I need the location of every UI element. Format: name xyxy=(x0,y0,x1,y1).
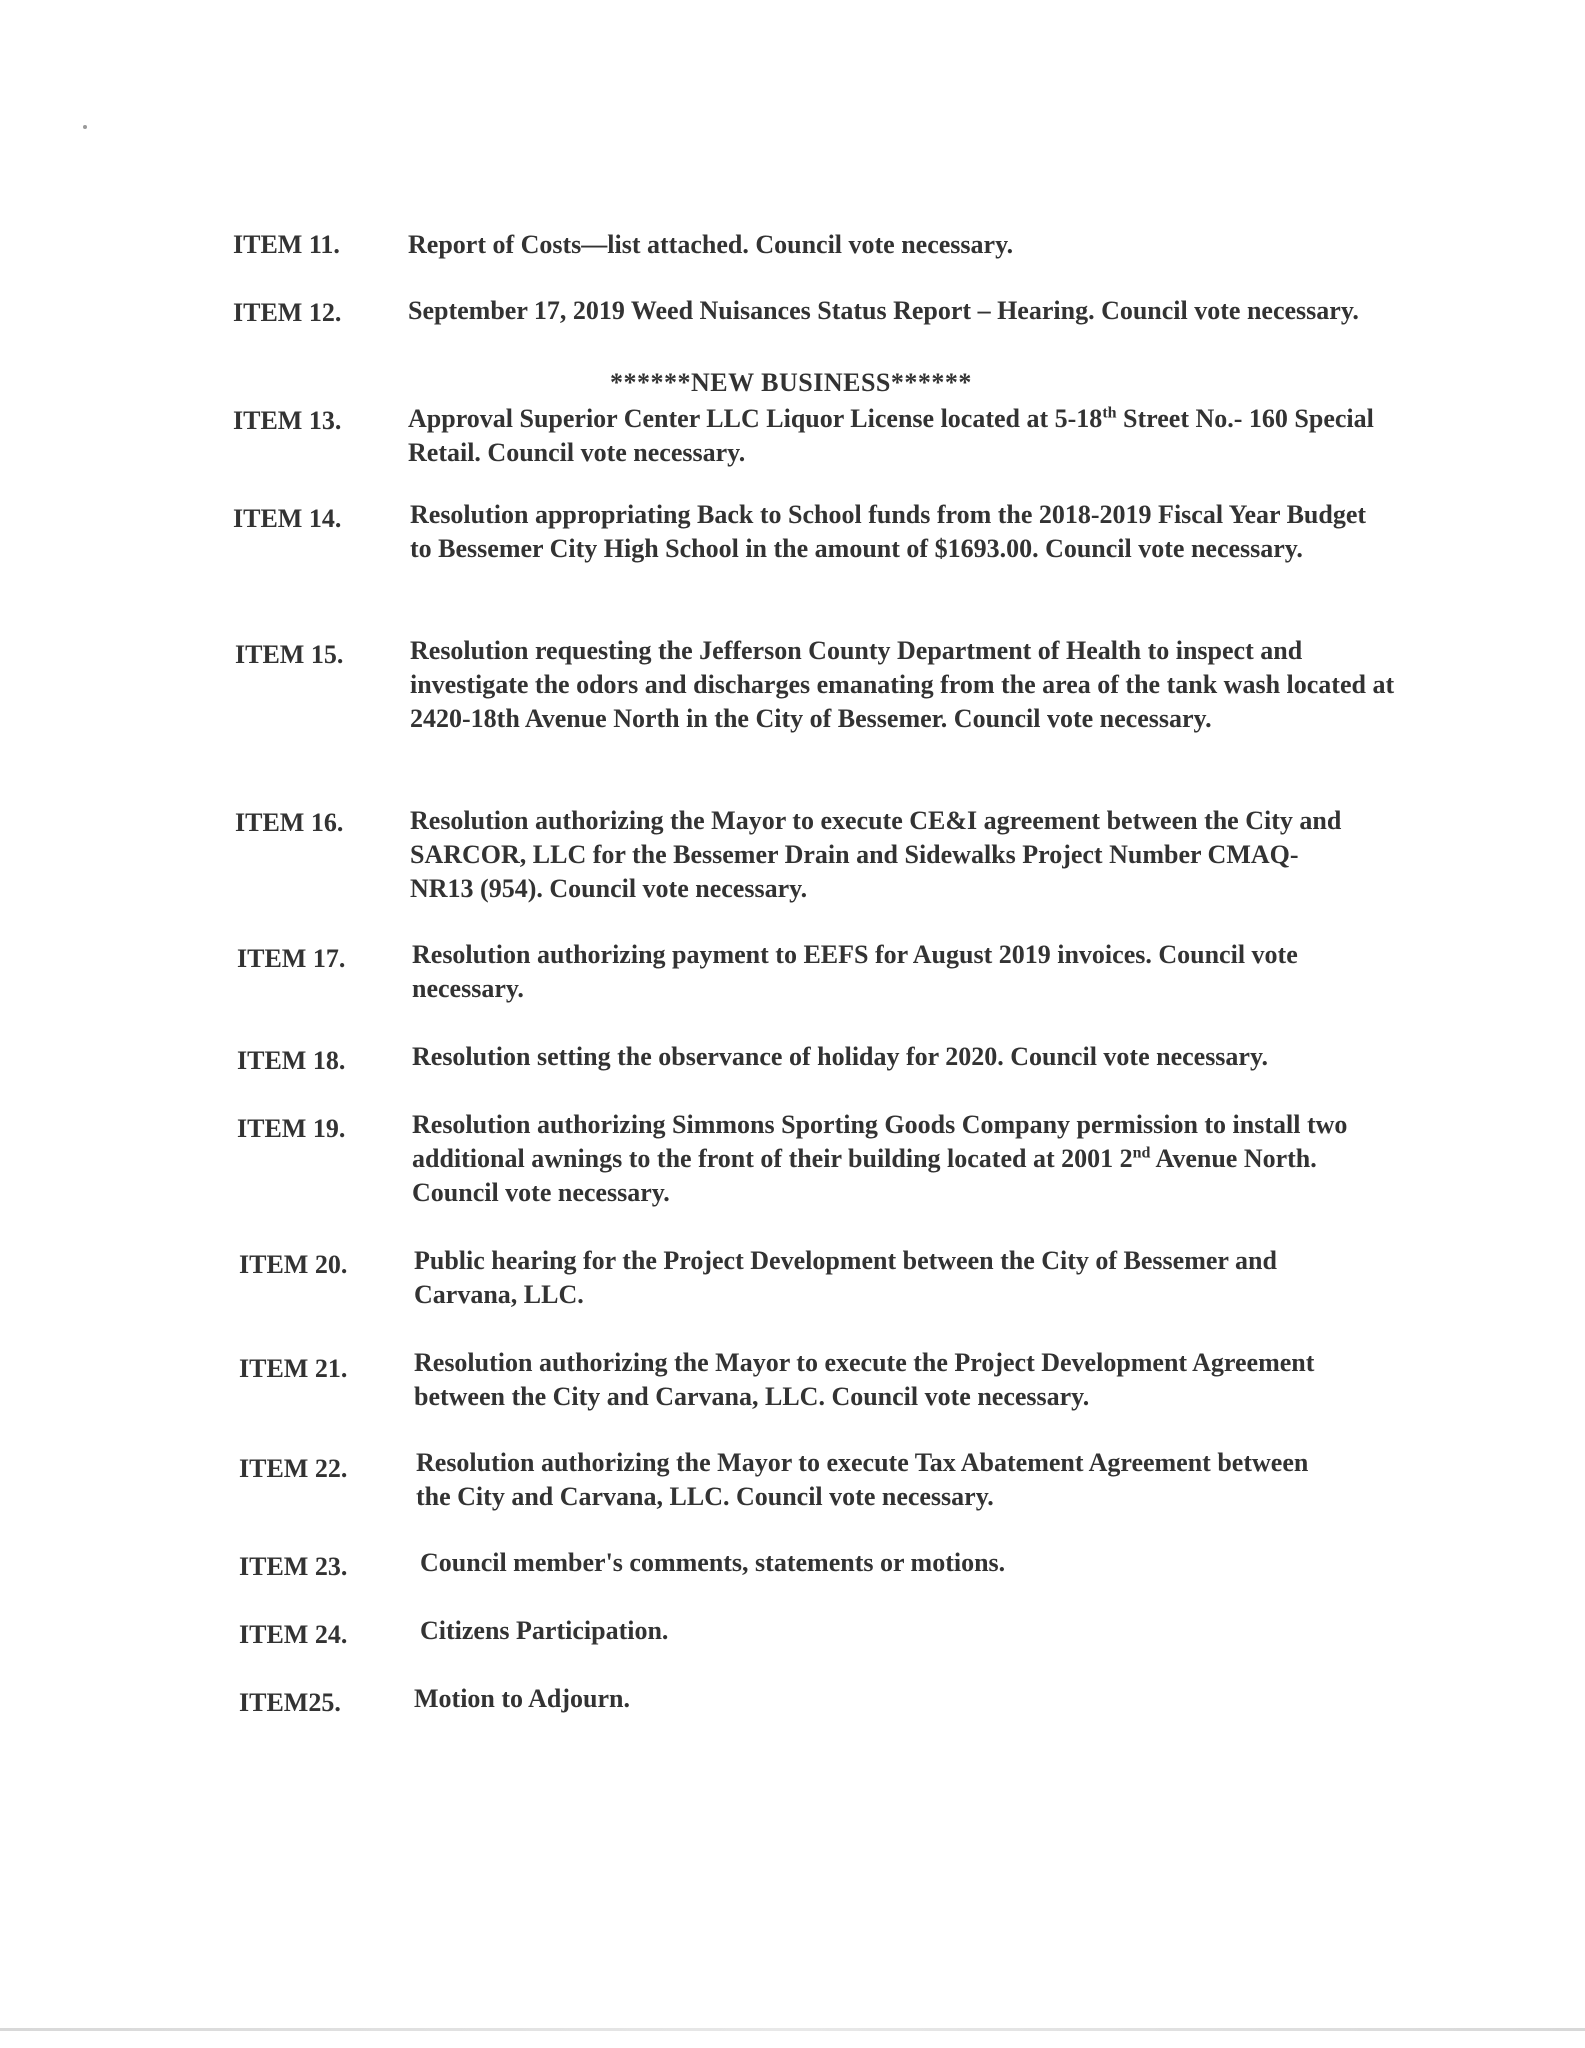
item-text: September 17, 2019 Weed Nuisances Status Report – Hearing. Council vote necessary. xyxy=(408,296,1359,325)
item-text-part: Street No.- 160 Special Retail. Council vote necessary. xyxy=(408,404,1374,467)
item-text-part: Approval Superior Center LLC Liquor License located at 5-18 xyxy=(408,404,1103,433)
ordinal-suffix: nd xyxy=(1132,1144,1151,1162)
item-number: ITEM 24. xyxy=(239,1620,348,1649)
item-number: ITEM25. xyxy=(239,1688,341,1717)
item-number: ITEM 20. xyxy=(239,1250,348,1279)
item-text: Resolution requesting the Jefferson County Department of Health to inspect and investigate the odors and discharges emanating from the area of the tank wash located at 2420-18th Avenue North in the City of Bessemer. Council vote necessary. xyxy=(410,636,1395,733)
item-text: Resolution authorizing the Mayor to execute Tax Abatement Agreement between the City and Carvana, LLC. Council vote necessary. xyxy=(416,1448,1309,1511)
item-number: ITEM 16. xyxy=(235,808,344,837)
item-number: ITEM 11. xyxy=(233,230,340,259)
item-text: Report of Costs—list attached. Council vote necessary. xyxy=(408,230,1014,259)
item-text-part: Resolution authorizing Simmons Sporting Goods Company permission to install two additional awnings to the front of their building located at 2001 2 xyxy=(412,1110,1348,1173)
item-number: ITEM 15. xyxy=(235,640,344,669)
item-text xyxy=(412,1108,1362,1210)
scan-speck xyxy=(83,125,87,129)
item-number: ITEM 12. xyxy=(233,298,342,327)
item-number: ITEM 14. xyxy=(233,504,342,533)
item-number: ITEM 18. xyxy=(237,1046,346,1075)
item-number: ITEM 21. xyxy=(239,1354,348,1383)
item-text: Resolution authorizing payment to EEFS for August 2019 invoices. Council vote necessary. xyxy=(412,940,1298,1003)
item-number: ITEM 22. xyxy=(239,1454,348,1483)
item-text: Resolution authorizing the Mayor to execute CE&I agreement between the City and SARCOR, LLC for the Bessemer Drain and Sidewalks Project Number CMAQ-NR13 (954). Council vote necessary. xyxy=(410,806,1342,903)
page-bottom-rule xyxy=(0,2028,1585,2031)
item-text: Resolution appropriating Back to School funds from the 2018-2019 Fiscal Year Budget to Bessemer City High School in the amount of $1693.00. Council vote necessary. xyxy=(410,500,1367,563)
item-text: Resolution authorizing the Mayor to execute the Project Development Agreement between the City and Carvana, LLC. Council vote necessary. xyxy=(414,1348,1315,1411)
item-text: Public hearing for the Project Development between the City of Bessemer and Carvana, LLC. xyxy=(414,1246,1277,1309)
item-text xyxy=(408,402,1388,470)
item-text: Citizens Participation. xyxy=(420,1616,669,1645)
ordinal-suffix: th xyxy=(1102,404,1117,422)
item-number: ITEM 17. xyxy=(237,944,346,973)
item-number: ITEM 19. xyxy=(237,1114,346,1143)
item-text: Motion to Adjourn. xyxy=(414,1684,630,1713)
item-number: ITEM 13. xyxy=(233,406,342,435)
item-text-part: Avenue North. Council vote necessary. xyxy=(412,1144,1317,1207)
item-text: Council member's comments, statements or motions. xyxy=(420,1548,1006,1577)
item-number: ITEM 23. xyxy=(239,1552,348,1581)
section-heading-new-business: ******NEW BUSINESS****** xyxy=(610,368,972,397)
item-text: Resolution setting the observance of holiday for 2020. Council vote necessary. xyxy=(412,1042,1269,1071)
